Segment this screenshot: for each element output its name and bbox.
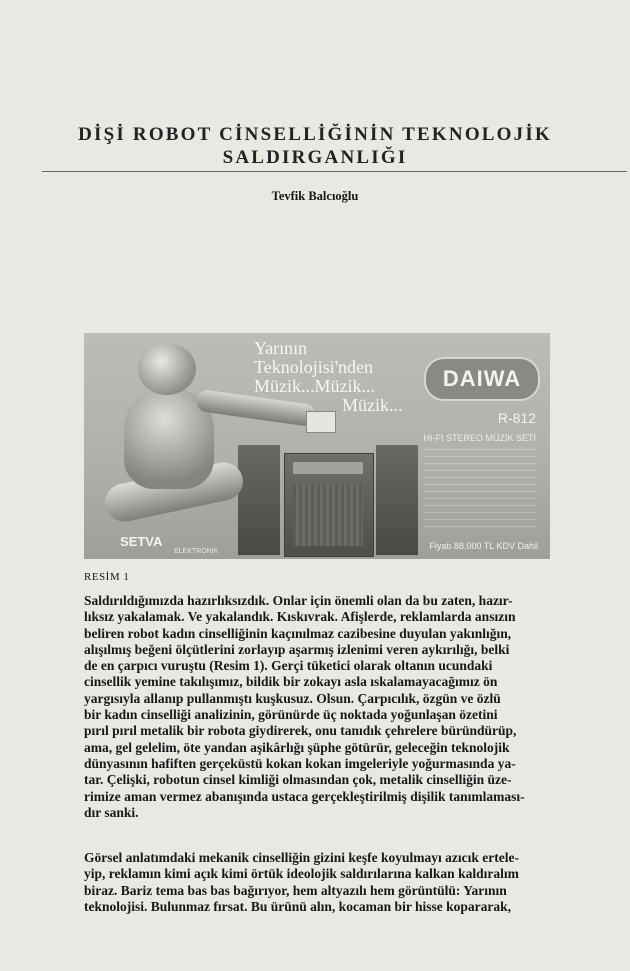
stereo-unit xyxy=(284,453,374,557)
author-name: Tevfik Balcıoğlu xyxy=(271,189,359,203)
price-text: Fiyatı 88.000 TL KDV Dahil xyxy=(429,541,538,551)
text-line: pırıl pırıl metalik bir robota giydirerek, onu tanıdık çehrelere büründürüp, xyxy=(84,723,517,739)
ad-headline-line: Teknolojisi'nden xyxy=(254,357,373,377)
text-line: bir kadın cinselliği analizinin, görünürde üç noktada yoğunlaşan özetini xyxy=(84,707,498,723)
text-line: Görsel anlatımdaki mekanik cinselliğin gizini keşfe koyulmayı azıcık ertele- xyxy=(84,850,519,865)
text-line: teknolojisi. Bulunmaz fırsat. Bu ürünü alın, kocaman bir hisse kopararak, xyxy=(84,898,511,914)
text-line: dır sanki. xyxy=(84,804,139,820)
text-line: lıksız yakalamak. Ve yakalandık. Kıskıvrak. Afişlerde, reklamlarda ansızın xyxy=(84,609,516,625)
text-line: ama, gel gelelim, öte yandan aşikârlığı şüphe götürür, geleceğin teknolojik xyxy=(84,739,510,755)
body-paragraph-1 xyxy=(84,593,552,821)
text-line: cinsellik yemine takılışımız, bildik bir zokayı asla ıskalamayacağımız ön xyxy=(84,674,498,690)
model-number: R-812 xyxy=(497,410,536,426)
ad-headline-line: Yarının xyxy=(254,338,308,358)
text-line: de en çarpıcı vuruştu (Resim 1). Gerçi tüketici olarak oltanın ucundaki xyxy=(84,658,493,674)
body-paragraph-2 xyxy=(84,850,552,915)
text-line: biraz. Bariz tema bas bas bağırıyor, hem altyazılı hem görüntülü: Yarının xyxy=(84,882,507,898)
distributor-sub: ELEKTRONİK xyxy=(174,548,219,555)
robot-head xyxy=(138,343,196,395)
text-line: alışılmış beğeni ölçütlerini zorlayıp aşarmış izlenimi veren aykırılığı, belki xyxy=(84,641,510,657)
ad-headline xyxy=(254,339,403,415)
text-line: yargısıyla allanıp pullanmıştı kuşkusuz. Olsun. Çarpıcılık, özgün ve özlü xyxy=(84,690,501,706)
spec-list xyxy=(424,449,536,529)
text-line: Saldırıldığımızda hazırlıksızdık. Onlar için önemli olan da bu zaten, hazır- xyxy=(84,593,513,608)
text-line: tar. Çelişki, robotun cinsel kimliği olmasından çok, metalik cinselliğin üze- xyxy=(84,772,512,788)
text-line: dünyasının hafiften gerçeküstü kokan kokan imgeleriyle yoğurmasında ya- xyxy=(84,755,516,771)
speaker-right xyxy=(376,445,418,555)
ad-headline-line: Müzik... xyxy=(342,395,403,415)
title-divider xyxy=(42,171,627,172)
product-subtitle: HI-FI STEREO MÜZİK SETİ xyxy=(423,433,536,443)
text-line: yip, reklamın kimi açık kimi örtük ideolojik saldırılarına kalkan kaldıralım xyxy=(84,866,519,882)
title-line-2: SALDIRGANLIĞI xyxy=(222,147,408,168)
figure-caption: RESİM 1 xyxy=(84,571,130,583)
text-line: beliren robot kadın cinselliğinin kaçınılmaz cazibesine duyulan yakınlığın, xyxy=(84,625,512,641)
title-line-1: DİŞİ ROBOT CİNSELLİĞİNİN TEKNOLOJİK xyxy=(78,124,552,145)
article-title xyxy=(0,123,630,169)
advertisement-image xyxy=(84,333,550,559)
distributor-logo: SETVA xyxy=(120,534,163,549)
speaker-left xyxy=(238,445,280,555)
ad-headline-line: Müzik...Müzik... xyxy=(254,376,375,396)
brand-logo: DAIWA xyxy=(424,357,540,401)
text-line: rimize aman vermez abanışında ustaca gerçekleştirilmiş dişilik tanımlaması- xyxy=(84,788,525,804)
